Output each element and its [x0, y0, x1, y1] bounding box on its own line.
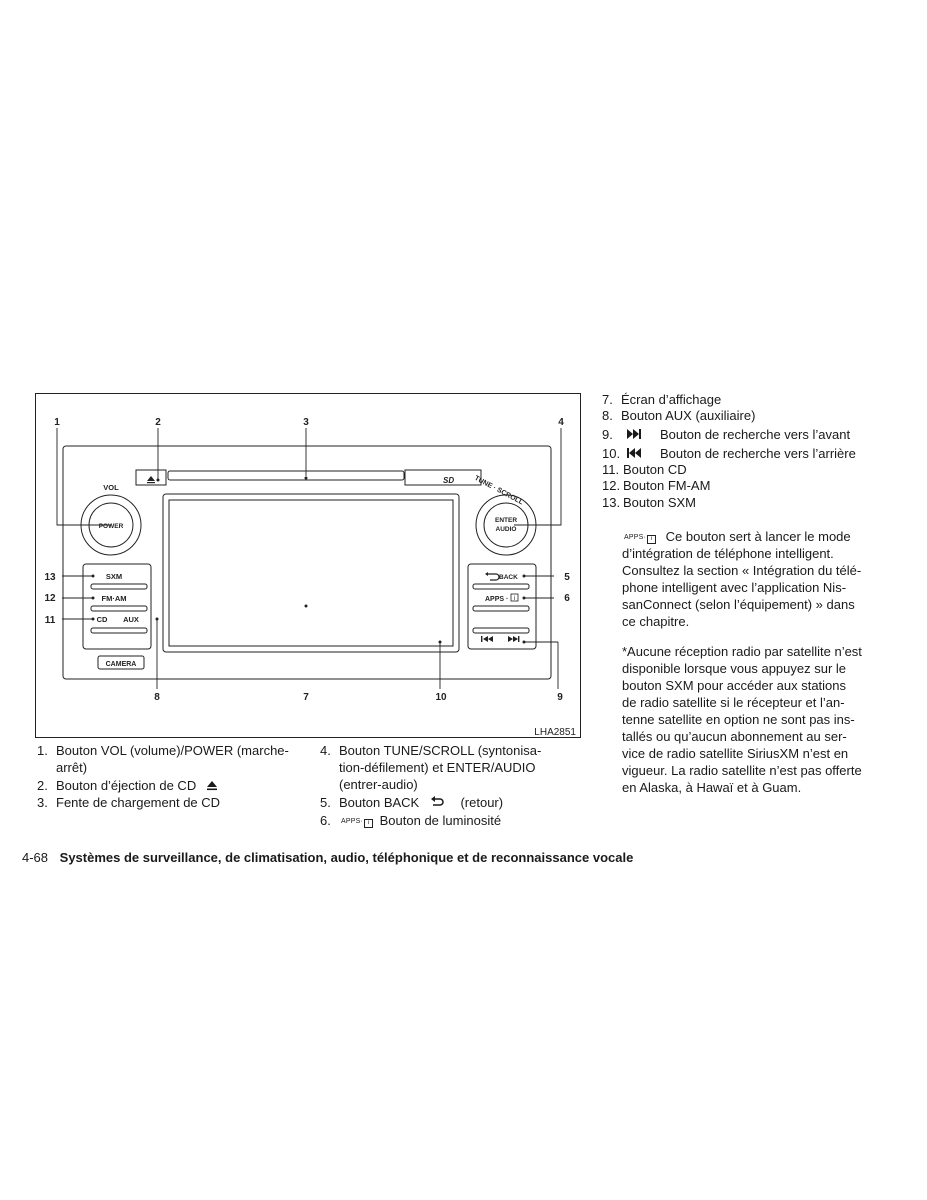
page-footer	[22, 849, 633, 866]
label-cd: CD	[96, 615, 108, 624]
label-vol: VOL	[103, 483, 119, 492]
list-item-5: 5. Bouton BACK (retour)	[320, 795, 504, 810]
audio-unit-diagram	[36, 394, 582, 739]
satellite-note: *Aucune réception radio par satellite n’est disponible lorsque vous appuyez sur le bouton SXM pour accéder aux stations de radio satellite si le récepteur et l’an- tenne satellite en option ne sont pas ins- tallés ou qu’aucun abonnement au ser- vice de radio satellite SiriusXM n’est en vigueur. La radio satellite n’est pas offerte en Alaska, à Hawaï et à Guam.	[622, 644, 862, 795]
apps-note: APPS· i Ce bouton sert à lancer le mode d’intégration de téléphone intelligent. Consultez la section « Intégration du télé- phone intelligent avec l’application Nis- sanConnect (selon l’équipement) » dans ce chapitre.	[622, 529, 862, 629]
callout-10: 10	[435, 692, 447, 703]
seek-back-icon	[481, 636, 493, 642]
list-item-1: 1. Bouton VOL (volume)/POWER (marche- arrêt)	[37, 743, 289, 775]
callout-1: 1	[54, 417, 60, 428]
label-enter: ENTER	[494, 517, 518, 524]
label-back: BACK	[499, 574, 518, 581]
list-item-6: 6. APPS· i Bouton de luminosité	[320, 813, 502, 828]
callout-9: 9	[557, 692, 563, 703]
list-item-12: 12. Bouton FM-AM	[602, 478, 711, 493]
eject-icon	[206, 780, 218, 791]
label-sd: SD	[443, 476, 455, 485]
list-item-2: 2. Bouton d’éjection de CD	[37, 777, 307, 794]
info-glyph: i	[513, 596, 516, 602]
figure-code: LHA2851	[534, 727, 576, 738]
display-frame	[163, 494, 459, 652]
callout-5: 5	[564, 572, 570, 583]
label-aux: AUX	[123, 615, 139, 624]
list-item-7: 7. Écran d’affichage	[602, 392, 722, 407]
back-arrow-icon	[488, 574, 499, 580]
page-number: 4-68	[22, 850, 49, 865]
label-tune-scroll: TUNE · SCROLL	[473, 474, 525, 507]
list-item-3: 3. Fente de chargement de CD	[37, 795, 221, 810]
list-item-8: 8. Bouton AUX (auxiliaire)	[602, 408, 756, 423]
callout-2: 2	[155, 417, 161, 428]
callout-4: 4	[558, 417, 564, 428]
chapter-title: Systèmes de surveillance, de climatisation, audio, téléphonique et de reconnaissance vocale	[59, 850, 634, 865]
apps-info-icon: APPS· i	[341, 817, 373, 828]
label-apps: APPS ·	[485, 596, 509, 603]
seek-back-icon	[627, 448, 643, 458]
callout-11: 11	[44, 615, 56, 626]
back-arrow-icon	[431, 796, 445, 807]
label-audio: AUDIO	[495, 526, 517, 533]
list-item-10: 10. Bouton de recherche vers l’arrière	[602, 446, 856, 461]
callout-6: 6	[564, 593, 570, 604]
seek-forward-icon	[627, 429, 643, 439]
display-screen	[169, 500, 453, 646]
eject-icon	[147, 476, 155, 483]
apps-info-icon: APPS· i	[624, 533, 656, 544]
callout-3: 3	[303, 417, 309, 428]
callout-leaders	[57, 428, 561, 689]
cd-slot	[168, 471, 404, 480]
callout-8: 8	[154, 692, 160, 703]
list-item-13: 13. Bouton SXM	[602, 495, 696, 510]
label-camera: CAMERA	[105, 661, 137, 668]
list-item-4: 4. Bouton TUNE/SCROLL (syntonisa- tion-défilement) et ENTER/AUDIO (entrer-audio)	[320, 743, 542, 792]
callout-12: 12	[44, 593, 56, 604]
label-fm-am: FM·AM	[101, 594, 127, 603]
list-item-11: 11. Bouton CD	[602, 462, 687, 477]
callout-7: 7	[303, 692, 309, 703]
label-power: POWER	[98, 523, 124, 530]
seek-forward-icon	[508, 636, 519, 642]
callout-13: 13	[44, 572, 56, 583]
list-item-9: 9. Bouton de recherche vers l’avant	[602, 427, 851, 442]
audio-unit-figure	[35, 393, 581, 738]
label-sxm: SXM	[105, 572, 123, 581]
